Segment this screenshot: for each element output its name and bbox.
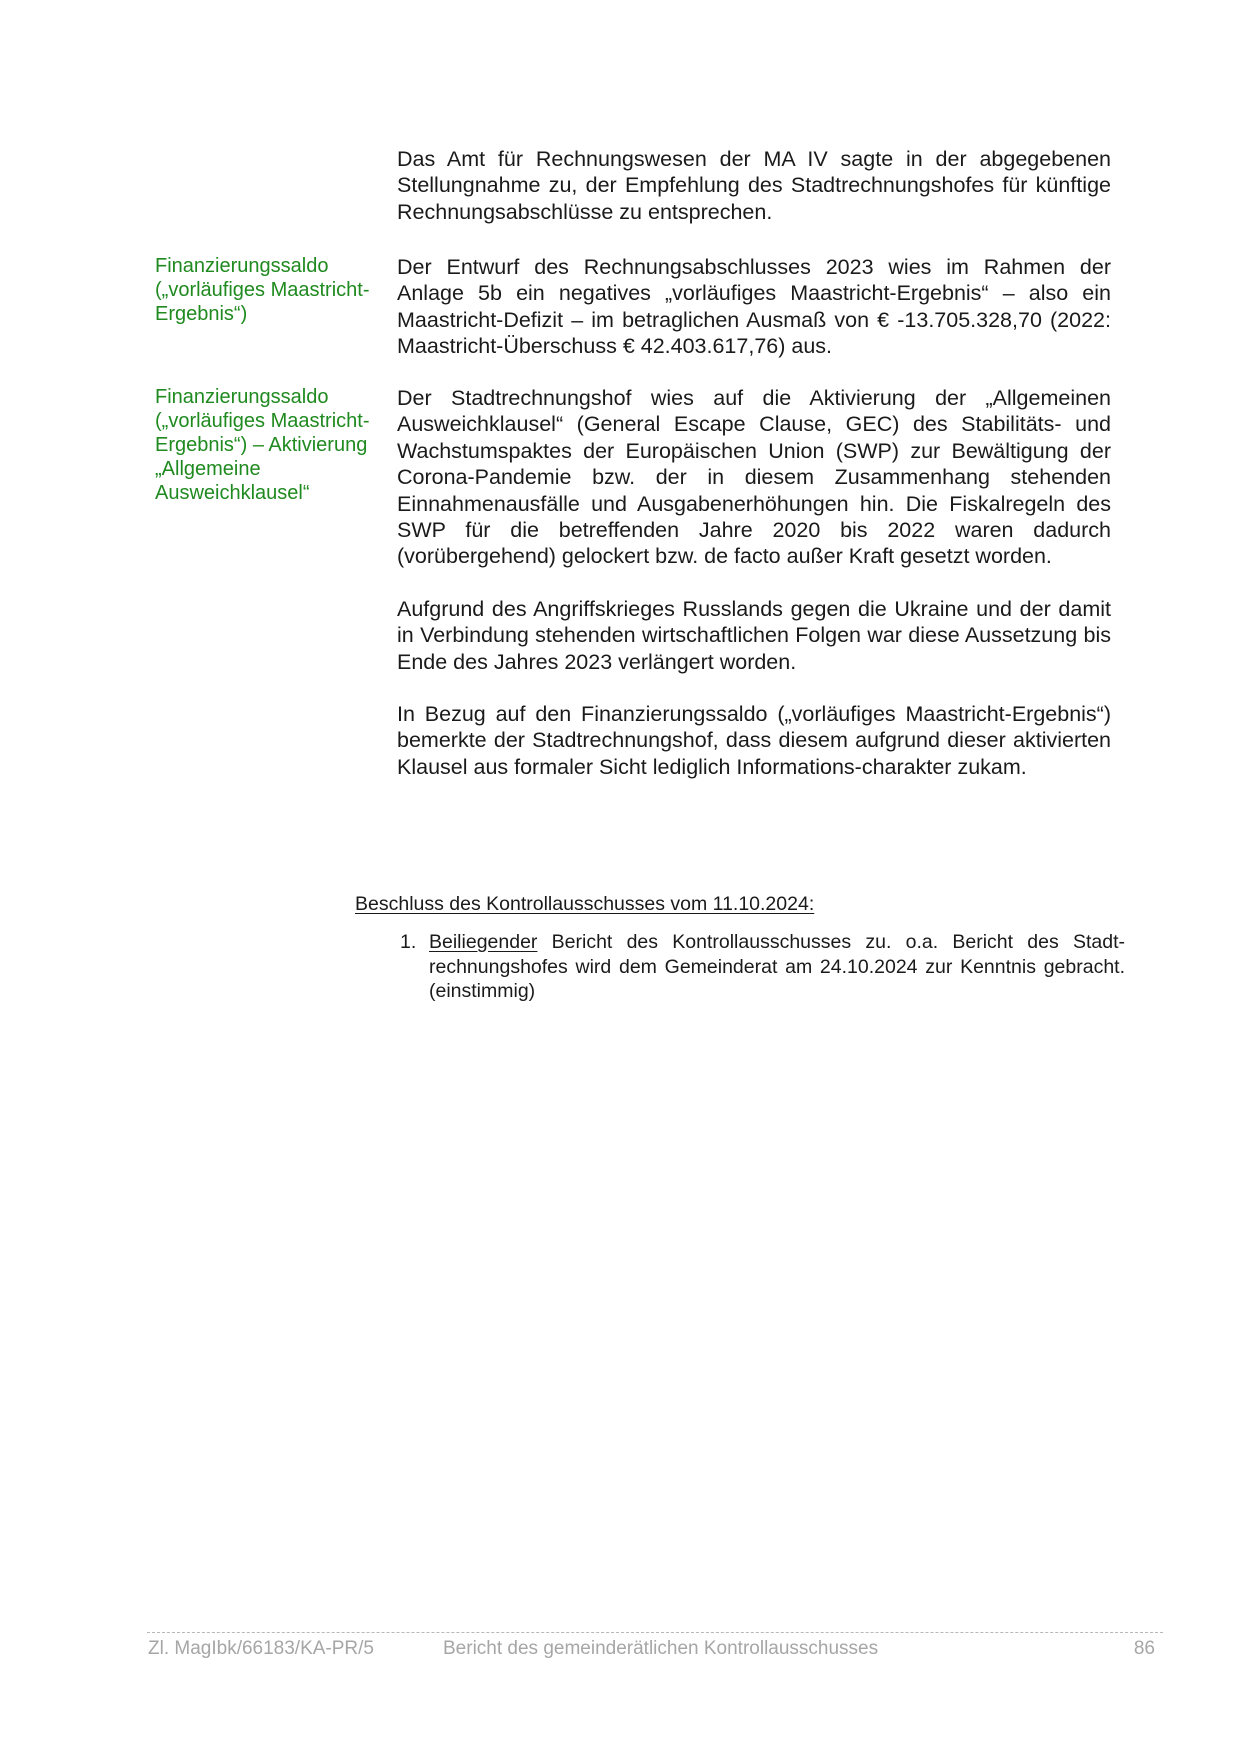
paragraph-aussetzung: Aufgrund des Angriffskrieges Russlands gegen die Ukraine und der damit in Verbindung stehenden wirtschaftlichen Folgen war diese Aussetzung bis Ende des Jahres 2023 verlängert worden. <box>397 597 1111 674</box>
paragraph-aktivierung-gec: Der Stadtrechnungshof wies auf die Aktivierung der „Allgemeinen Ausweichklausel“ (General Escape Clause, GEC) des Stabilitäts- und Wachstumspaktes der Europäischen Union (SWP) zur Bewältigung der Corona-Pandemie bzw. der in diesem Zusammenhang stehenden Einnahmenausfälle und Ausgabenerhöhungen hin. Die Fiskalregeln des SWP für die betreffenden Jahre 2020 bis 2022 waren dadurch (vorübergehend) gelockert bzw. de facto außer Kraft gesetzt worden. <box>397 386 1111 569</box>
decision-item <box>400 930 1125 1004</box>
decision-item-lead: Beiliegender <box>429 931 538 953</box>
decision-heading: Beschluss des Kontrollausschusses vom 11.10.2024: <box>355 893 815 915</box>
margin-note-ausweichklausel: Finanzierungssaldo („vorläufiges Maastricht-Ergebnis“) – Aktivierung „Allgemeine Ausweichklausel“ <box>155 386 370 504</box>
paragraph-rechnungsabschluss-2023: Der Entwurf des Rechnungsabschlusses 2023 wies im Rahmen der Anlage 5b ein negatives „vorläufiges Maastricht-Ergebnis“ – also ein Maastricht-Defizit – im betraglichen Ausmaß von € -13.705.328,70 (2022: Maastricht-Überschuss € 42.403.617,76) aus. <box>397 255 1111 359</box>
footer-title: Bericht des gemeinderätlichen Kontrollausschusses <box>443 1638 879 1659</box>
paragraph-informationscharakter: In Bezug auf den Finanzierungssaldo („vorläufiges Maastricht-Ergebnis“) bemerkte der Stadtrechnungshof, dass diesem aufgrund dieser aktivierten Klausel aus formaler Sicht lediglich Informations-charakter zukam. <box>397 702 1111 779</box>
page-number: 86 <box>1133 1638 1155 1659</box>
footer-divider <box>147 1632 1163 1633</box>
decision-item-text: Bericht des Kontrollausschusses zu. o.a. Bericht des Stadt-rechnungshofes wird dem Gemeinderat am 24.10.2024 zur Kenntnis gebracht. (einstimmig) <box>429 931 1125 1002</box>
footer-reference: Zl. MagIbk/66183/KA-PR/5 <box>148 1638 374 1659</box>
margin-note-finanzierungssaldo: Finanzierungssaldo („vorläufiges Maastricht-Ergebnis“) <box>155 255 370 325</box>
decision-list <box>400 930 1125 1004</box>
paragraph-stellungnahme: Das Amt für Rechnungswesen der MA IV sagte in der abgegebenen Stellungnahme zu, der Empfehlung des Stadtrechnungshofes für künftige Rechnungsabschlüsse zu entsprechen. <box>397 147 1111 224</box>
decision-item-number: 1. <box>400 931 417 953</box>
